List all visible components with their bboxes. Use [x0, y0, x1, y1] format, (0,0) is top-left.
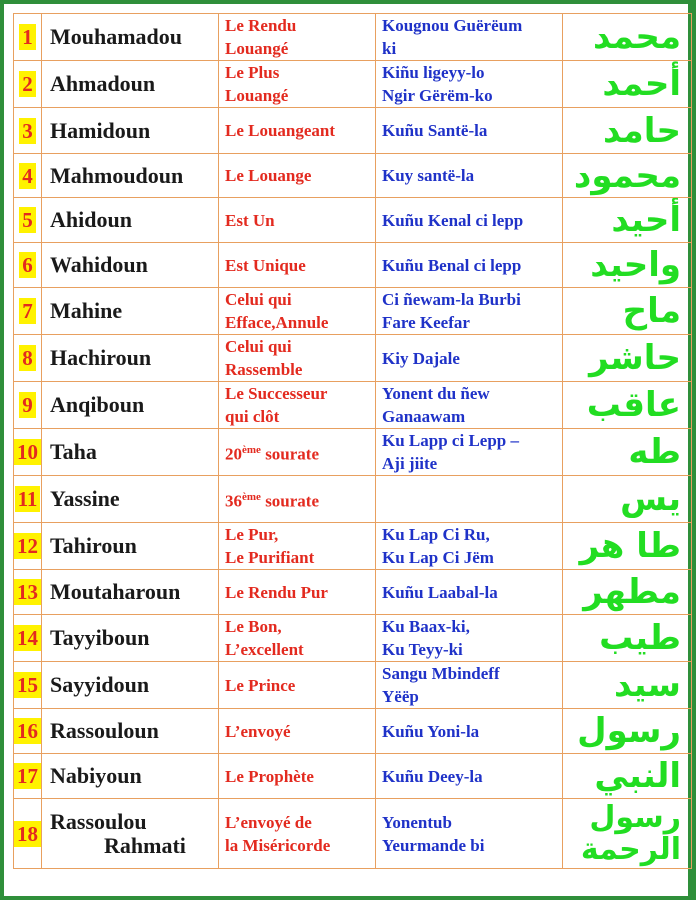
row-number-badge: 10 — [14, 439, 41, 465]
french-meaning-line — [225, 288, 375, 311]
name-cell — [42, 243, 219, 288]
wolof-meaning-text: Fare Keefar — [382, 313, 470, 332]
name-cell — [42, 14, 219, 61]
name-line — [50, 810, 218, 834]
name-cell — [42, 709, 219, 754]
wolof-meaning-text: Yonentub — [382, 812, 452, 832]
wolof-meaning-text: Kiy Dajale — [382, 348, 460, 368]
wolof-meaning-text: Kuñu Benal ci lepp — [382, 255, 522, 275]
french-meaning-line — [225, 834, 375, 857]
arabic-name-text: عاقب — [586, 385, 681, 425]
frame-bottom-border — [0, 896, 696, 900]
french-meaning-cell — [219, 476, 376, 523]
french-meaning-cell — [219, 709, 376, 754]
french-meaning-text: Le Prince — [225, 675, 296, 695]
french-meaning-cell — [219, 14, 376, 61]
table-row — [14, 523, 692, 570]
table-row — [14, 243, 692, 288]
row-number-badge: 7 — [19, 298, 36, 324]
french-meaning-line — [225, 382, 375, 405]
french-meaning-line — [225, 37, 375, 60]
arabic-name-cell — [563, 243, 692, 288]
name-text: Mahmoudoun — [50, 162, 184, 188]
wolof-meaning-cell — [376, 154, 563, 198]
name-text: Nabiyoun — [50, 763, 142, 788]
wolof-meaning-line — [382, 811, 562, 834]
wolof-meaning-text: Ganaawam — [382, 407, 466, 426]
arabic-name-cell — [563, 382, 692, 429]
wolof-meaning-text: Yeurmande bi — [382, 835, 485, 855]
name-text: Tayyiboun — [50, 625, 150, 650]
wolof-meaning-cell — [376, 523, 563, 570]
row-number-badge: 13 — [14, 579, 41, 605]
french-meaning-text: Efface,Annule — [225, 313, 329, 332]
row-number-badge: 3 — [19, 118, 36, 144]
wolof-meaning-cell — [376, 61, 563, 108]
row-number-cell — [14, 108, 42, 154]
wolof-meaning-cell — [376, 662, 563, 709]
row-number-cell — [14, 154, 42, 198]
name-text: Hamidoun — [50, 117, 151, 143]
name-cell — [42, 476, 219, 523]
french-meaning-text: qui clôt — [225, 407, 280, 426]
table-row — [14, 288, 692, 335]
name-text: Rahmati — [104, 832, 186, 858]
french-meaning-text: Le Pur, — [225, 525, 279, 544]
wolof-meaning-text: Ku Lap Ci Jëm — [382, 548, 494, 567]
arabic-name-cell — [563, 799, 692, 869]
name-text: Anqiboun — [50, 392, 145, 417]
arabic-name-text: أحمد — [602, 64, 681, 104]
arabic-name-text: سيد — [614, 665, 681, 705]
name-cell — [42, 523, 219, 570]
french-meaning-text: L’excellent — [225, 640, 304, 659]
wolof-meaning-text: Kuñu Kenal ci lepp — [382, 210, 524, 230]
wolof-meaning-text: Kuñu Yoni-la — [382, 721, 480, 741]
arabic-name-cell — [563, 615, 692, 662]
wolof-meaning-text: Ngir Gërëm-ko — [382, 86, 493, 105]
table-row — [14, 108, 692, 154]
wolof-meaning-cell — [376, 799, 563, 869]
wolof-meaning-text: Aji jiite — [382, 454, 438, 473]
french-meaning-line — [225, 546, 375, 569]
wolof-meaning-line — [382, 662, 562, 685]
french-meaning-text: Louangé — [225, 86, 289, 105]
wolof-meaning-text: Kuñu Laabal-la — [382, 582, 498, 602]
wolof-meaning-line — [382, 347, 562, 370]
table-row — [14, 335, 692, 382]
row-number-badge: 5 — [19, 207, 36, 233]
french-meaning-line — [225, 523, 375, 546]
french-meaning-line — [225, 61, 375, 84]
french-meaning-line — [225, 335, 375, 358]
arabic-name-text: يس — [620, 479, 681, 519]
french-meaning-cell — [219, 198, 376, 243]
french-meaning-cell — [219, 108, 376, 154]
name-cell — [42, 61, 219, 108]
table-row — [14, 61, 692, 108]
wolof-meaning-cell — [376, 615, 563, 662]
french-meaning-line — [225, 674, 375, 697]
name-cell — [42, 198, 219, 243]
wolof-meaning-cell — [376, 382, 563, 429]
row-number-badge: 18 — [14, 821, 41, 847]
name-text: Sayyidoun — [50, 672, 150, 697]
french-meaning-number: 20 — [225, 444, 242, 464]
arabic-name-text: طا هر — [579, 526, 681, 566]
arabic-name-cell — [563, 429, 692, 476]
row-number-cell — [14, 288, 42, 335]
french-meaning-suffix: ème — [242, 443, 261, 456]
name-cell — [42, 570, 219, 615]
row-number-cell — [14, 382, 42, 429]
french-meaning-line — [225, 254, 375, 277]
name-cell — [42, 108, 219, 154]
name-text: Wahidoun — [50, 252, 148, 277]
french-meaning-text: Celui qui — [225, 290, 292, 309]
french-meaning-line — [225, 638, 375, 661]
arabic-name-text: محمد — [593, 17, 681, 57]
wolof-meaning-cell — [376, 754, 563, 799]
row-number-cell — [14, 476, 42, 523]
french-meaning-text: Rassemble — [225, 360, 303, 379]
arabic-name-cell — [563, 523, 692, 570]
french-meaning-cell — [219, 243, 376, 288]
wolof-meaning-line — [382, 164, 562, 187]
row-number-badge: 11 — [15, 486, 41, 512]
name-cell — [42, 799, 219, 869]
name-text: Hachiroun — [50, 345, 152, 370]
french-meaning-line — [225, 164, 375, 187]
arabic-name-line — [563, 799, 681, 835]
french-meaning-line — [225, 358, 375, 381]
wolof-meaning-text: Kuy santë-la — [382, 166, 475, 185]
wolof-meaning-cell — [376, 198, 563, 243]
table-row — [14, 799, 692, 869]
wolof-meaning-line — [382, 61, 562, 84]
wolof-meaning-text: Sangu Mbindeff — [382, 664, 500, 683]
row-number-cell — [14, 243, 42, 288]
row-number-cell — [14, 61, 42, 108]
table-row — [14, 662, 692, 709]
wolof-meaning-line — [382, 765, 562, 788]
french-meaning-cell — [219, 523, 376, 570]
row-number-cell — [14, 523, 42, 570]
french-meaning-text: L’envoyé — [225, 721, 291, 741]
wolof-meaning-cell — [376, 108, 563, 154]
french-meaning-line — [225, 84, 375, 107]
arabic-name-cell — [563, 476, 692, 523]
wolof-meaning-cell — [376, 429, 563, 476]
wolof-meaning-line — [382, 288, 562, 311]
wolof-meaning-line — [382, 84, 562, 107]
row-number-cell — [14, 198, 42, 243]
wolof-meaning-line — [382, 405, 562, 428]
french-meaning-text: Le Prophète — [225, 766, 314, 786]
arabic-name-text: طيب — [599, 618, 681, 658]
wolof-meaning-text: Ku Baax-ki, — [382, 617, 470, 636]
table-row — [14, 14, 692, 61]
french-meaning-text: Est Un — [225, 210, 275, 230]
table-row — [14, 570, 692, 615]
arabic-name-text: أحيد — [611, 200, 681, 240]
wolof-meaning-line — [382, 37, 562, 60]
frame-right-border — [692, 0, 696, 900]
french-meaning-text: Le Successeur — [225, 384, 328, 403]
french-meaning-text: sourate — [260, 491, 320, 511]
wolof-meaning-text: Ku Lapp ci Lepp – — [382, 431, 519, 450]
arabic-name-text: حامد — [603, 110, 681, 151]
wolof-meaning-text: Ku Lap Ci Ru, — [382, 525, 490, 544]
table-row — [14, 754, 692, 799]
row-number-cell — [14, 14, 42, 61]
arabic-name-text: رسول — [589, 799, 681, 835]
row-number-badge: 12 — [14, 533, 41, 559]
french-meaning-text: Le Louange — [225, 166, 312, 185]
name-cell — [42, 429, 219, 476]
name-text: Tahiroun — [50, 533, 137, 558]
row-number-badge: 6 — [19, 252, 36, 278]
row-number-badge: 17 — [14, 763, 41, 789]
name-text: Rassoulou — [50, 808, 147, 834]
arabic-name-cell — [563, 662, 692, 709]
row-number-cell — [14, 615, 42, 662]
french-meaning-text: Le Bon, — [225, 617, 282, 636]
arabic-name-line — [563, 831, 681, 867]
table-row — [14, 615, 692, 662]
french-meaning-cell — [219, 615, 376, 662]
wolof-meaning-line — [382, 685, 562, 708]
row-number-badge: 14 — [14, 625, 41, 651]
wolof-meaning-line — [382, 119, 562, 142]
name-cell — [42, 615, 219, 662]
name-cell — [42, 288, 219, 335]
french-meaning-cell — [219, 570, 376, 615]
wolof-meaning-text: Ku Teyy-ki — [382, 640, 463, 659]
name-cell — [42, 154, 219, 198]
wolof-meaning-text: Kougnou Guërëum — [382, 16, 523, 35]
name-line — [50, 834, 218, 858]
name-text: Ahmadoun — [50, 71, 156, 96]
wolof-meaning-text: Kuñu Santë-la — [382, 121, 488, 140]
wolof-meaning-cell — [376, 288, 563, 335]
french-meaning-line — [225, 765, 375, 788]
names-table-body — [14, 14, 692, 869]
french-meaning-text: L’envoyé de — [225, 812, 312, 832]
table-row — [14, 709, 692, 754]
row-number-badge: 4 — [19, 163, 36, 189]
wolof-meaning-cell — [376, 243, 563, 288]
french-meaning-line — [225, 811, 375, 834]
name-text: Taha — [50, 439, 97, 464]
table-row — [14, 476, 692, 523]
wolof-meaning-line — [382, 546, 562, 569]
table-row — [14, 382, 692, 429]
french-meaning-text: Le Rendu — [225, 16, 297, 35]
french-meaning-line — [225, 14, 375, 37]
french-meaning-cell — [219, 154, 376, 198]
row-number-cell — [14, 429, 42, 476]
arabic-name-cell — [563, 335, 692, 382]
french-meaning-cell — [219, 799, 376, 869]
wolof-meaning-cell — [376, 14, 563, 61]
french-meaning-text: Louangé — [225, 39, 289, 58]
french-meaning-text: sourate — [260, 444, 320, 464]
arabic-name-text: رسول — [577, 711, 681, 751]
french-meaning-cell — [219, 382, 376, 429]
french-meaning-text: Celui qui — [225, 337, 292, 356]
wolof-meaning-line — [382, 254, 562, 277]
wolof-meaning-text: Yëëp — [382, 687, 419, 706]
wolof-meaning-cell — [376, 476, 563, 523]
french-meaning-text: la Miséricorde — [225, 835, 331, 855]
row-number-badge: 15 — [14, 672, 41, 698]
french-meaning-suffix: ème — [242, 490, 261, 503]
arabic-name-text: طه — [628, 432, 681, 472]
wolof-meaning-text: ki — [382, 39, 397, 58]
row-number-cell — [14, 799, 42, 869]
french-meaning-line — [225, 119, 375, 142]
french-meaning-cell — [219, 288, 376, 335]
french-meaning-cell — [219, 662, 376, 709]
table-row — [14, 429, 692, 476]
arabic-name-text: مطهر — [583, 572, 681, 612]
arabic-name-cell — [563, 709, 692, 754]
name-text: Mouhamadou — [50, 24, 183, 49]
arabic-name-text: محمود — [573, 155, 681, 196]
wolof-meaning-line — [382, 581, 562, 604]
arabic-name-text: ماح — [622, 291, 681, 331]
wolof-meaning-line — [382, 311, 562, 334]
wolof-meaning-line — [382, 209, 562, 232]
wolof-meaning-text: Kuñu Deey-la — [382, 766, 483, 786]
arabic-name-text: النبي — [594, 756, 681, 796]
row-number-badge: 9 — [19, 392, 36, 418]
wolof-meaning-text: Ci ñewam-la Burbi — [382, 290, 521, 309]
arabic-name-cell — [563, 61, 692, 108]
arabic-name-cell — [563, 288, 692, 335]
french-meaning-line — [225, 405, 375, 428]
row-number-cell — [14, 709, 42, 754]
wolof-meaning-text: Yonent du ñew — [382, 384, 490, 403]
names-table — [13, 13, 692, 869]
wolof-meaning-cell — [376, 709, 563, 754]
name-cell — [42, 335, 219, 382]
row-number-cell — [14, 754, 42, 799]
french-meaning-number: 36 — [225, 491, 242, 511]
wolof-meaning-line — [382, 523, 562, 546]
wolof-meaning-cell — [376, 335, 563, 382]
name-text: Mahine — [50, 298, 123, 323]
arabic-name-text: حاشر — [589, 338, 681, 378]
name-text: Moutaharoun — [50, 579, 181, 604]
french-meaning-cell — [219, 429, 376, 476]
french-meaning-text: Le Louangeant — [225, 121, 336, 140]
name-text: Yassine — [50, 486, 120, 511]
arabic-name-text: واحيد — [590, 245, 681, 285]
row-number-badge: 2 — [19, 71, 36, 97]
french-meaning-text: Est Unique — [225, 255, 306, 275]
arabic-name-text: الرحمة — [580, 831, 681, 867]
french-meaning-line — [225, 581, 375, 604]
wolof-meaning-line — [382, 720, 562, 743]
french-meaning-line — [225, 720, 375, 743]
arabic-name-cell — [563, 154, 692, 198]
french-meaning-text: Le Purifiant — [225, 548, 315, 567]
row-number-cell — [14, 662, 42, 709]
arabic-name-cell — [563, 14, 692, 61]
row-number-cell — [14, 570, 42, 615]
wolof-meaning-line — [382, 615, 562, 638]
wolof-meaning-line — [382, 382, 562, 405]
row-number-cell — [14, 335, 42, 382]
wolof-meaning-line — [382, 429, 562, 452]
wolof-meaning-text: Kiñu ligeyy-lo — [382, 63, 485, 82]
french-meaning-text: Le Rendu Pur — [225, 582, 328, 602]
name-text: Rassouloun — [50, 718, 159, 743]
wolof-meaning-cell — [376, 570, 563, 615]
french-meaning-cell — [219, 335, 376, 382]
french-meaning-cell — [219, 61, 376, 108]
french-meaning-line — [225, 615, 375, 638]
arabic-name-cell — [563, 198, 692, 243]
row-number-badge: 1 — [19, 24, 36, 50]
row-number-badge: 16 — [14, 718, 41, 744]
french-meaning-text: Le Plus — [225, 63, 280, 82]
row-number-badge: 8 — [19, 345, 36, 371]
arabic-name-cell — [563, 108, 692, 154]
table-row — [14, 154, 692, 198]
french-meaning-line — [225, 311, 375, 334]
name-cell — [42, 382, 219, 429]
arabic-name-cell — [563, 754, 692, 799]
wolof-meaning-line — [382, 452, 562, 475]
table-row — [14, 198, 692, 243]
name-cell — [42, 662, 219, 709]
wolof-meaning-line — [382, 834, 562, 857]
name-cell — [42, 754, 219, 799]
wolof-meaning-line — [382, 638, 562, 661]
french-meaning-line — [225, 209, 375, 232]
name-text: Ahidoun — [50, 207, 132, 232]
arabic-name-cell — [563, 570, 692, 615]
wolof-meaning-line — [382, 14, 562, 37]
french-meaning-cell — [219, 754, 376, 799]
